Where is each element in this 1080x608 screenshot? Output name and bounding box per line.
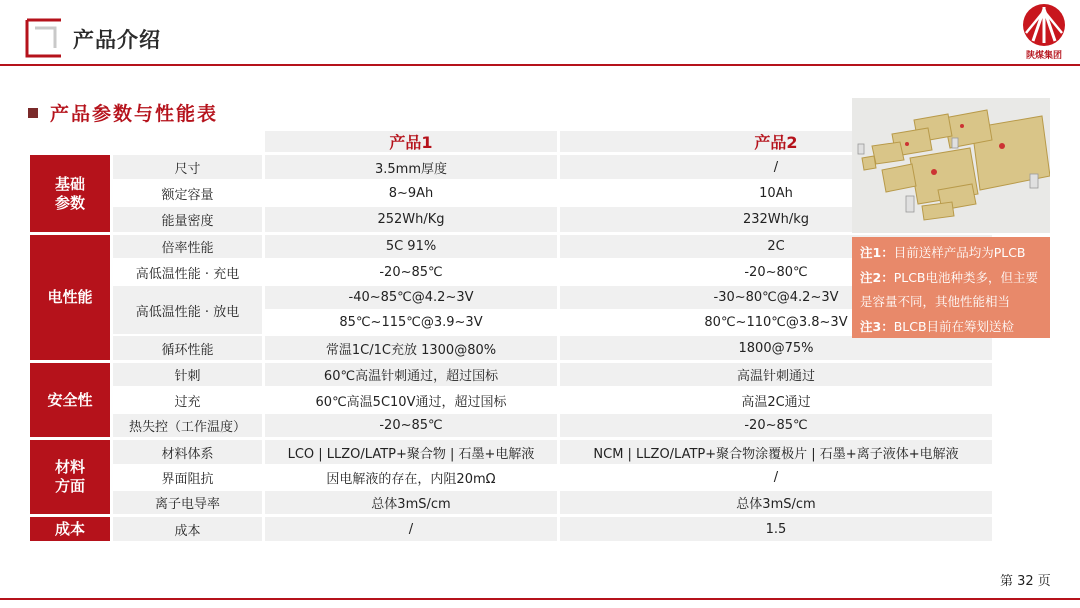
- row-value-product1: 252Wh/Kg: [265, 207, 557, 232]
- notes-box: [852, 237, 1050, 338]
- row-value-product2: 10Ah: [560, 181, 992, 205]
- row-label: 热失控（工作温度）: [113, 414, 262, 437]
- row-value-product1: 5C 91%: [265, 235, 557, 258]
- page-number: 第 32 页: [1000, 574, 1051, 589]
- row-value-product1: 总体3mS/cm: [265, 491, 557, 514]
- row-value-product1: 85℃~115℃@3.9~3V: [265, 311, 557, 334]
- category-label: 材料 方面: [54, 458, 85, 495]
- row-label: 高低温性能 · 充电: [113, 260, 262, 284]
- note-1: [860, 241, 1044, 266]
- category-label: 电性能: [47, 288, 93, 306]
- shaanxi-coal-logo-icon: [1021, 3, 1067, 47]
- section-title-text: 产品参数与性能表: [50, 103, 219, 125]
- note-2: [860, 266, 1044, 315]
- section-title: [28, 99, 218, 126]
- category-label: 安全性: [47, 390, 93, 409]
- category-materials: [30, 440, 110, 514]
- row-value-product2: /: [560, 466, 992, 489]
- row-value-product2: /: [560, 155, 992, 179]
- category-label: 成本: [54, 519, 85, 538]
- battery-product-photo: [852, 98, 1050, 233]
- logo-label: 陕煤集团: [1025, 51, 1062, 61]
- note-tag: 注2：: [860, 269, 894, 285]
- row-value-product2: -30~80℃@4.2~3V: [560, 286, 992, 309]
- row-value-product1: LCO | LLZO/LATP+聚合物 | 石墨+电解液: [265, 440, 557, 464]
- row-label: 离子电导率: [113, 491, 262, 514]
- category-label: 基础 参数: [54, 174, 85, 212]
- square-bullet-icon: [28, 108, 38, 118]
- row-label: 倍率性能: [113, 235, 262, 258]
- note-3: [860, 315, 1044, 340]
- row-value-product2: 2C: [560, 235, 992, 258]
- column-header-product1: 产品1: [265, 131, 557, 152]
- row-value-product1: 60℃高温5C10V通过，超过国标: [265, 388, 557, 412]
- row-value-product1: /: [265, 517, 557, 541]
- row-value-product1: -40~85℃@4.2~3V: [265, 286, 557, 309]
- row-value-product1: 因电解液的存在，内阻20mΩ: [265, 466, 557, 489]
- row-value-product1: -20~85℃: [265, 260, 557, 284]
- row-label: 能量密度: [113, 207, 262, 232]
- row-value-product2: 高温2C通过: [560, 388, 992, 412]
- row-value-product2: -20~85℃: [560, 414, 992, 437]
- note-tag: 注1：: [860, 245, 894, 260]
- row-label: 成本: [113, 517, 262, 541]
- note-tag: 注3：: [860, 318, 894, 334]
- header-divider: [0, 64, 1080, 66]
- row-value-product1: -20~85℃: [265, 414, 557, 437]
- row-value-product2: -20~80℃: [560, 260, 992, 284]
- category-safety: [30, 363, 110, 437]
- page-title: 产品介绍: [73, 28, 161, 52]
- row-label: 材料体系: [113, 440, 262, 464]
- row-value-product2: 1.5: [560, 517, 992, 541]
- row-value-product2: 高温针刺通过: [560, 363, 992, 386]
- category-cost: [30, 517, 110, 541]
- note-text: BLCB目前在筹划送检: [893, 318, 1015, 334]
- row-value-product1: 常温1C/1C充放 1300@80%: [265, 336, 557, 360]
- row-value-product2: 80℃~110℃@3.8~3V: [560, 311, 992, 334]
- row-label: 额定容量: [113, 181, 262, 205]
- row-label: 高低温性能 · 放电: [113, 286, 262, 334]
- row-value-product1: 3.5mm厚度: [265, 155, 557, 179]
- column-header-product2: 产品2: [560, 131, 992, 152]
- row-label: 过充: [113, 388, 262, 412]
- row-label: 针刺: [113, 363, 262, 386]
- note-text: 目前送样产品均为PLCB: [893, 245, 1026, 260]
- footer-divider: [0, 598, 1080, 600]
- category-basic-params: [30, 155, 110, 232]
- row-value-product2: 1800@75%: [560, 336, 992, 360]
- row-value-product1: 60℃高温针刺通过，超过国标: [265, 363, 557, 386]
- row-value-product2: NCM | LLZO/LATP+聚合物涂覆极片 | 石墨+离子液体+电解液: [560, 440, 992, 464]
- row-label: 循环性能: [113, 336, 262, 360]
- row-value-product2: 总体3mS/cm: [560, 491, 992, 514]
- category-electrical: [30, 235, 110, 360]
- row-label: 尺寸: [113, 155, 262, 179]
- header-corner-mark-icon: [25, 18, 65, 58]
- note-text: PLCB电池种类多，但主要是容量不同，其他性能相当: [860, 269, 1039, 309]
- row-label: 界面阻抗: [113, 466, 262, 489]
- row-value-product1: 8~9Ah: [265, 181, 557, 205]
- row-value-product2: 232Wh/kg: [560, 207, 992, 232]
- company-logo: [1016, 3, 1072, 61]
